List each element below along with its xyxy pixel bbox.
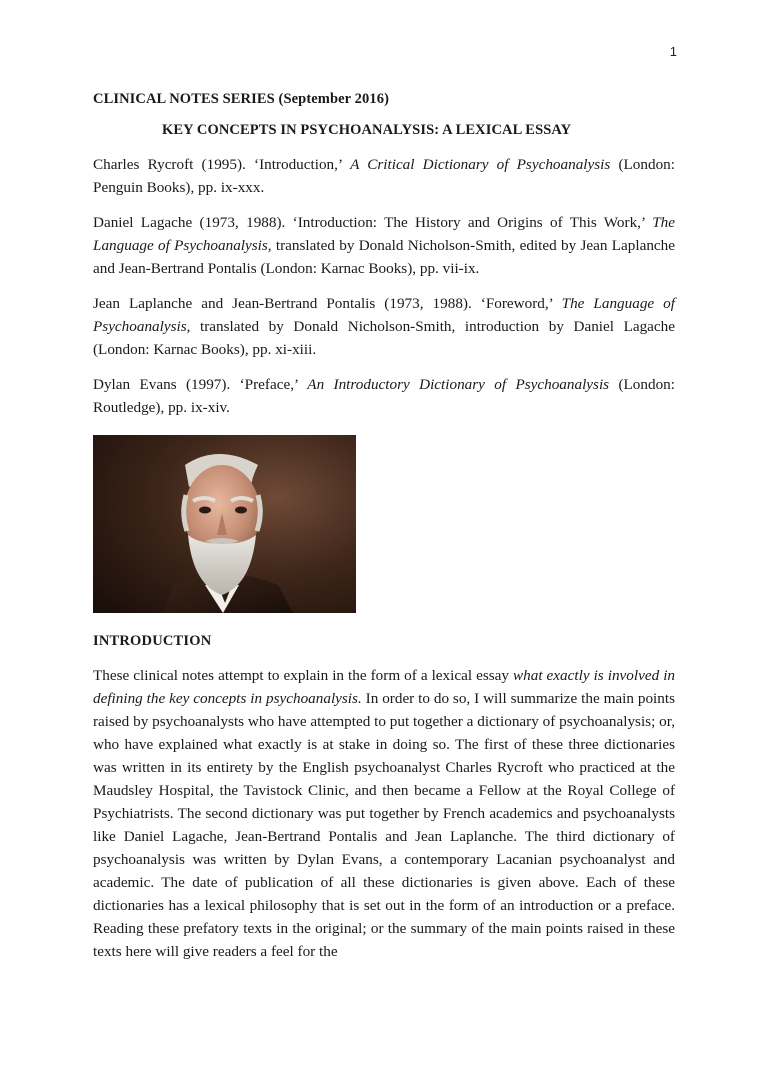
reference-book-title: An Introductory Dictionary of Psychoanalysis xyxy=(307,376,610,393)
portrait-photo-icon xyxy=(93,435,356,613)
reference-evans xyxy=(93,373,675,419)
paragraph-emphasis: what exactly is involved in defining the key concepts in psychoanalysis. xyxy=(93,667,676,707)
reference-book-title: The Language of Psychoanalysis xyxy=(93,214,675,254)
reference-text: Jean Laplanche and Jean-Bertrand Pontalis (1973, 1988). ‘Foreword,’ xyxy=(93,295,562,312)
reference-text: Charles Rycroft (1995). ‘Introduction,’ xyxy=(93,156,351,173)
reference-lagache xyxy=(93,211,675,280)
reference-text: Daniel Lagache (1973, 1988). ‘Introduction: The History and Origins of This Work,’ xyxy=(93,214,653,231)
paragraph-text: In order to do so, I will summarize the main points raised by psychoanalysts who have attempted to put together a dictionary of psychoanalysis; or, who have explained what exactly is at stake in doing so. The first of these three dictionaries was written in its entirety by the English psychoanalyst Charles Rycroft who practiced at the Maudsley Hospital, the Tavistock Clinic, and then became a Fellow at the Royal College of Psychiatrists. The second dictionary was put together by French academics and psychoanalysts like Daniel Lagache, Jean-Bertrand Pontalis and Jean Laplanche. The third dictionary of psychoanalysis was written by Dylan Evans, a contemporary Lacanian psychoanalyst and academic. The date of publication of all these dictionaries is given above. Each of these dictionaries has a lexical philosophy that is set out in the form of an introduction or a preface. Reading these prefatory texts in the original; or the summary of the main points raised in these texts here will give readers a feel for the xyxy=(93,690,675,960)
introduction-paragraph xyxy=(93,664,675,963)
reference-text: , translated by Donald Nicholson-Smith, introduction by Daniel Lagache (London: Karnac Books), pp. xi-xiii. xyxy=(93,318,675,358)
reference-book-title: The Language of Psychoanalysis xyxy=(93,295,675,335)
reference-text: Dylan Evans (1997). ‘Preface,’ xyxy=(93,376,308,393)
reference-laplanche-pontalis xyxy=(93,292,675,361)
introduction-heading: INTRODUCTION xyxy=(93,633,212,649)
reference-rycroft xyxy=(93,153,675,199)
reference-text: (London: Routledge), pp. ix-xiv. xyxy=(93,376,675,416)
document-title: KEY CONCEPTS IN PSYCHOANALYSIS: A LEXICAL ESSAY xyxy=(162,122,572,138)
reference-text: , translated by Donald Nicholson-Smith, edited by Jean Laplanche and Jean-Bertrand Pontalis (London: Karnac Books), pp. vii-ix. xyxy=(93,237,675,277)
series-heading: CLINICAL NOTES SERIES (September 2016) xyxy=(93,91,389,107)
page-content xyxy=(93,91,675,963)
paragraph-text: These clinical notes attempt to explain in the form of a lexical essay xyxy=(93,667,513,684)
reference-text: (London: Penguin Books), pp. ix-xxx. xyxy=(93,156,676,196)
page-number: 1 xyxy=(669,44,677,59)
reference-book-title: A Critical Dictionary of Psychoanalysis xyxy=(350,156,611,173)
